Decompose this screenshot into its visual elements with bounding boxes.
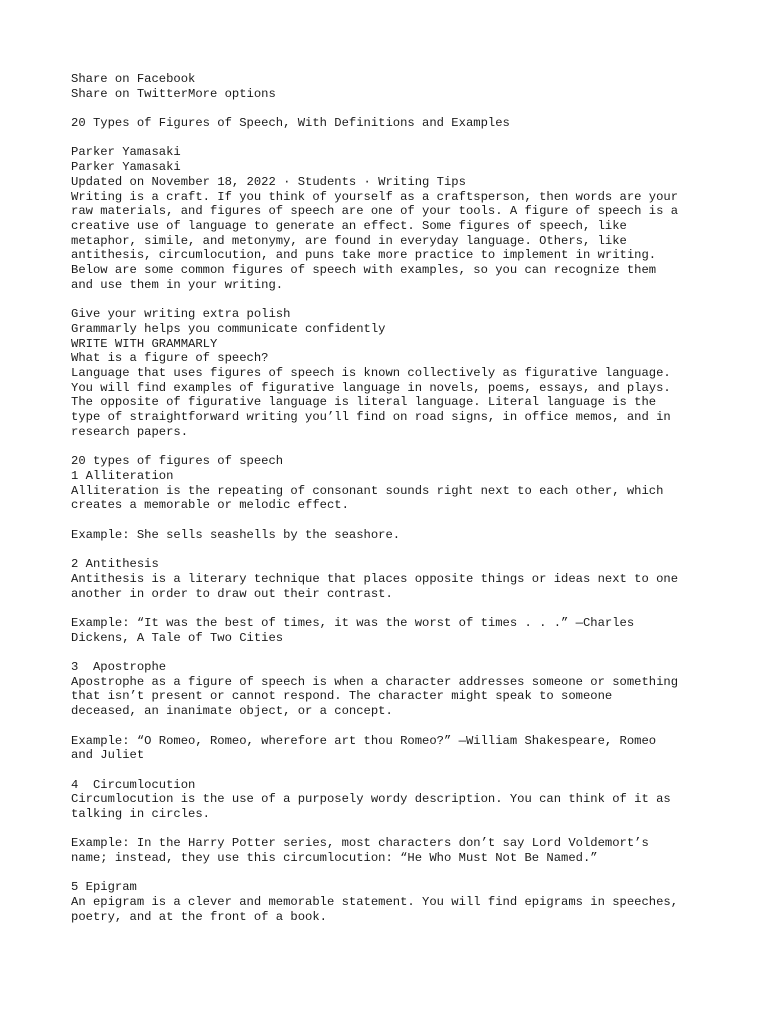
definition-paragraph bbox=[71, 366, 711, 440]
figure-item bbox=[71, 660, 711, 763]
spacer bbox=[71, 763, 711, 778]
share-facebook-link[interactable]: Share on Facebook bbox=[71, 72, 196, 86]
article-meta: Updated on November 18, 2022 · Students · Writing Tips bbox=[71, 174, 466, 189]
text-line: Circumlocution is the use of a purposely wordy description. You can think of it as bbox=[71, 792, 671, 807]
text-line: poetry, and at the front of a book. bbox=[71, 909, 327, 924]
figure-title: 3 Apostrophe bbox=[71, 660, 167, 674]
figure-item bbox=[71, 469, 711, 543]
text-line: An epigram is a clever and memorable statement. You will find epigrams in speeches, bbox=[71, 895, 679, 910]
text-line: that isn’t present or cannot respond. The character might speak to someone bbox=[71, 689, 613, 704]
example-line: Example: “It was the best of times, it was the worst of times . . .” —Charles bbox=[71, 615, 635, 630]
text-line: Antithesis is a literary technique that places opposite things or ideas next to one bbox=[71, 571, 679, 586]
section-heading: What is a figure of speech? bbox=[71, 351, 269, 366]
text-line: creates a memorable or melodic effect. bbox=[71, 498, 349, 513]
spacer bbox=[71, 719, 711, 734]
promo-subheading: Grammarly helps you communicate confidently bbox=[71, 321, 386, 336]
spacer bbox=[71, 645, 711, 660]
text-line: Alliteration is the repeating of consonant sounds right next to each other, which bbox=[71, 483, 664, 498]
text-line: Writing is a craft. If you think of yourself as a craftsperson, then words are your bbox=[71, 189, 679, 204]
figure-item bbox=[71, 880, 711, 924]
example-line: Example: “O Romeo, Romeo, wherefore art thou Romeo?” —William Shakespeare, Romeo bbox=[71, 733, 657, 748]
author-name[interactable]: Parker Yamasaki bbox=[71, 160, 181, 175]
figure-title: 2 Antithesis bbox=[71, 557, 159, 572]
example-line: name; instead, they use this circumlocution: “He Who Must Not Be Named.” bbox=[71, 851, 598, 866]
spacer bbox=[71, 513, 711, 528]
text-line: research papers. bbox=[71, 424, 189, 439]
document-page bbox=[71, 72, 711, 925]
text-line: type of straightforward writing you’ll find on road signs, in office memos, and in bbox=[71, 410, 671, 425]
text-line: You will find examples of figurative language in novels, poems, essays, and plays. bbox=[71, 380, 671, 395]
article-title: 20 Types of Figures of Speech, With Definitions and Examples bbox=[71, 116, 510, 131]
example-line: Dickens, A Tale of Two Cities bbox=[71, 630, 284, 645]
share-twitter-more-link[interactable]: Share on TwitterMore options bbox=[71, 86, 276, 101]
figure-title: 5 Epigram bbox=[71, 880, 137, 895]
figure-title: 4 Circumlocution bbox=[71, 777, 196, 792]
text-line: talking in circles. bbox=[71, 807, 210, 821]
figure-item bbox=[71, 557, 711, 645]
spacer bbox=[71, 440, 711, 455]
text-line: raw materials, and figures of speech are one of your tools. A figure of speech is a bbox=[71, 204, 679, 219]
write-with-grammarly-button[interactable]: WRITE WITH GRAMMARLY bbox=[71, 336, 218, 351]
section-heading: 20 types of figures of speech bbox=[71, 454, 284, 469]
figure-item bbox=[71, 778, 711, 866]
promo-heading: Give your writing extra polish bbox=[71, 307, 291, 322]
spacer bbox=[71, 293, 711, 308]
spacer bbox=[71, 131, 711, 146]
text-line: deceased, an inanimate object, or a concept. bbox=[71, 704, 393, 719]
text-line: creative use of language to generate an effect. Some figures of speech, like bbox=[71, 219, 627, 233]
text-line: Below are some common figures of speech with examples, so you can recognize them bbox=[71, 263, 657, 278]
text-line: another in order to draw out their contrast. bbox=[71, 586, 393, 601]
text-line: antithesis, circumlocution, and puns take more practice to implement in writing. bbox=[71, 248, 657, 263]
spacer bbox=[71, 601, 711, 616]
example-line: Example: In the Harry Potter series, most characters don’t say Lord Voldemort’s bbox=[71, 836, 649, 851]
intro-paragraph bbox=[71, 190, 711, 293]
author-name[interactable]: Parker Yamasaki bbox=[71, 145, 181, 160]
example-line: Example: She sells seashells by the seashore. bbox=[71, 527, 401, 542]
spacer bbox=[71, 101, 711, 116]
text-line: and use them in your writing. bbox=[71, 277, 284, 292]
example-line: and Juliet bbox=[71, 748, 145, 763]
text-line: metaphor, simile, and metonymy, are found in everyday language. Others, like bbox=[71, 233, 627, 248]
spacer bbox=[71, 822, 711, 837]
text-line: Apostrophe as a figure of speech is when a character addresses someone or something bbox=[71, 674, 679, 689]
text-line: The opposite of figurative language is literal language. Literal language is the bbox=[71, 395, 657, 410]
spacer bbox=[71, 866, 711, 881]
spacer bbox=[71, 542, 711, 557]
text-line: Language that uses figures of speech is known collectively as figurative language. bbox=[71, 366, 671, 381]
figure-title: 1 Alliteration bbox=[71, 468, 174, 483]
